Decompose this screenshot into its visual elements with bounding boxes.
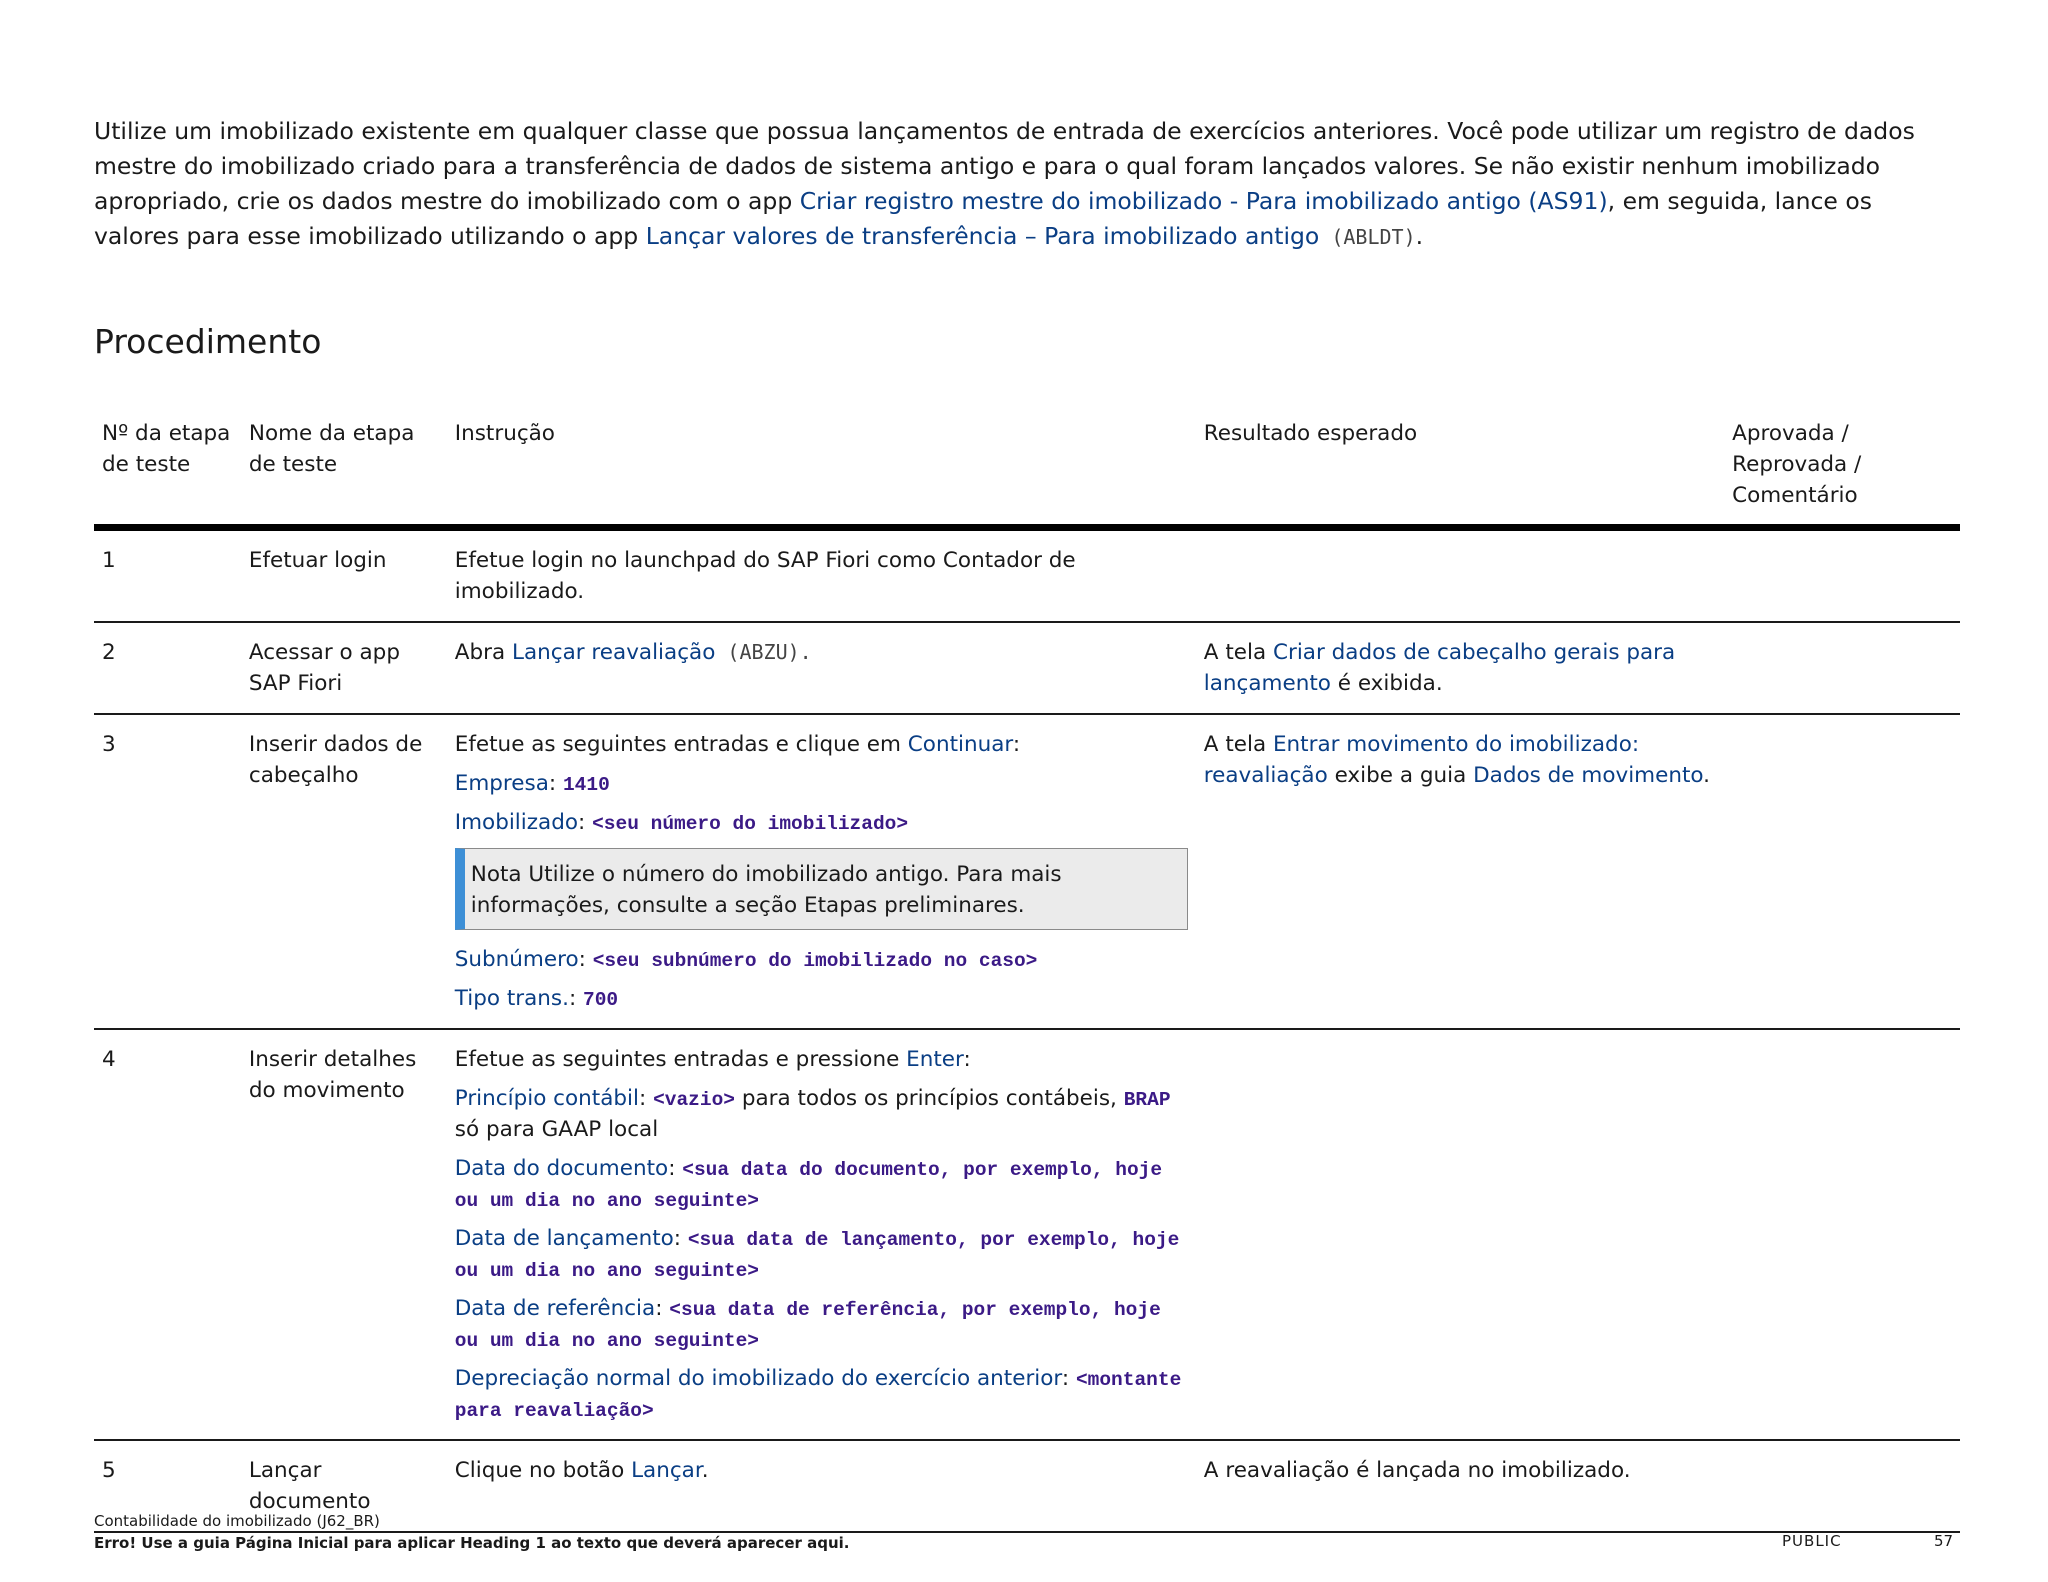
intro-text: Utilize um imobilizado existente em qualquer classe que possua lançamentos de entrada de exercícios anteriores. Você pode utilizar um registro de dados mestre do imobilizado criado para a transferência de dados de sistema antigo e para o qual foram lançados valores. Se não existir nenhum imobilizado apropriado, crie os dados mestre do imobilizado com o app bbox=[94, 117, 1915, 215]
page-number: 57 bbox=[1934, 1532, 1954, 1550]
field-entry-data-lancamento: Data de lançamento: <sua data de lançamento, por exemplo, hoje ou um dia no ano seguinte> bbox=[454, 1226, 1180, 1282]
field-value: <seu número do imobilizado> bbox=[592, 813, 909, 835]
field-value: <montante para reavaliação> bbox=[454, 1369, 1182, 1422]
transaction-code: (ABZU). bbox=[715, 640, 812, 664]
table-row bbox=[94, 714, 1960, 1029]
field-entry-data-referencia: Data de referência: <sua data de referência, por exemplo, hoje ou um dia no ano seguinte> bbox=[454, 1296, 1161, 1352]
step-instruction bbox=[447, 622, 1196, 714]
field-value: <sua data de referência, por exemplo, hoje ou um dia no ano seguinte> bbox=[454, 1299, 1161, 1352]
step-name: Lançar documento bbox=[248, 1458, 371, 1514]
field-label: Tipo trans. bbox=[454, 986, 569, 1011]
intro-text: , em seguida, lance os valores para esse imobilizado utilizando o app bbox=[94, 187, 1872, 250]
field-entry-depreciacao: Depreciação normal do imobilizado do exercício anterior: <montante para reavaliação> bbox=[454, 1366, 1182, 1422]
field-label: Subnúmero bbox=[454, 947, 579, 972]
section-title: Procedimento bbox=[94, 322, 322, 361]
step-number: 4 bbox=[102, 1047, 116, 1072]
footer-classification: PUBLIC bbox=[1782, 1532, 1842, 1550]
screen-name-link[interactable]: Entrar movimento do imobilizado: reavaliação bbox=[1203, 732, 1640, 788]
link-lancar-reavaliacao[interactable]: Lançar reavaliação bbox=[511, 640, 716, 665]
table-header-row bbox=[94, 412, 1960, 528]
field-label: Imobilizado bbox=[454, 810, 579, 835]
step-expected bbox=[1196, 1029, 1724, 1440]
continue-button-ref[interactable]: Continuar bbox=[907, 732, 1013, 757]
field-entry-principio: Princípio contábil: <vazio> para todos os princípios contábeis, BRAP só para GAAP local bbox=[454, 1086, 1171, 1142]
step-status bbox=[1724, 714, 1960, 1029]
header-expected-result: Resultado esperado bbox=[1203, 421, 1418, 446]
instruction-text: : bbox=[963, 1047, 971, 1072]
field-label: Data do documento bbox=[454, 1156, 669, 1181]
field-label: Data de referência bbox=[454, 1296, 656, 1321]
note-box: Nota Utilize o número do imobilizado antigo. Para mais informações, consulte a seção Etapas preliminares. bbox=[455, 848, 1188, 930]
step-expected bbox=[1196, 714, 1724, 1029]
field-label: Data de lançamento bbox=[454, 1226, 674, 1251]
instruction-text: Efetue as seguintes entradas e clique em bbox=[454, 732, 908, 757]
table-row bbox=[94, 622, 1960, 714]
step-expected bbox=[1196, 528, 1724, 623]
field-entry-empresa: Empresa: 1410 bbox=[454, 771, 610, 796]
step-name: Acessar o app SAP Fiori bbox=[248, 640, 400, 696]
expected-text: A tela bbox=[1203, 640, 1273, 665]
footer bbox=[94, 1510, 850, 1554]
transaction-code: (ABLDT) bbox=[1319, 225, 1416, 249]
table-row bbox=[94, 1029, 1960, 1440]
link-as91[interactable]: Criar registro mestre do imobilizado - Para imobilizado antigo (AS91) bbox=[799, 187, 1608, 215]
expected-text: . bbox=[1703, 763, 1711, 788]
step-status bbox=[1724, 622, 1960, 714]
instruction-line bbox=[455, 1044, 1188, 1075]
step-expected bbox=[1196, 622, 1724, 714]
step-name: Inserir detalhes do movimento bbox=[248, 1047, 417, 1103]
instruction-text: . bbox=[701, 1458, 709, 1483]
procedure-table bbox=[94, 412, 1960, 1533]
table-row bbox=[94, 528, 1960, 623]
step-status bbox=[1724, 1029, 1960, 1440]
field-label: Depreciação normal do imobilizado do exercício anterior bbox=[454, 1366, 1062, 1391]
field-label: Princípio contábil bbox=[454, 1086, 639, 1111]
tab-name-link[interactable]: Dados de movimento bbox=[1473, 763, 1704, 788]
instruction-text: Efetue as seguintes entradas e pressione bbox=[454, 1047, 907, 1072]
instruction-line bbox=[455, 729, 1188, 760]
field-entry-data-documento: Data do documento: <sua data do documento, por exemplo, hoje ou um dia no ano seguinte> bbox=[454, 1156, 1163, 1212]
instruction-text: : bbox=[1012, 732, 1021, 757]
footer-doc-title: Contabilidade do imobilizado (J62_BR) bbox=[94, 1512, 380, 1530]
expected-text: A tela bbox=[1203, 732, 1273, 757]
field-text: para todos os princípios contábeis, bbox=[734, 1086, 1124, 1111]
step-name: Efetuar login bbox=[248, 548, 387, 573]
step-number: 3 bbox=[102, 732, 116, 757]
field-value: <vazio> bbox=[653, 1089, 735, 1111]
instruction-text: Clique no botão bbox=[454, 1458, 632, 1483]
step-number: 1 bbox=[102, 548, 116, 573]
field-value: <seu subnúmero do imobilizado no caso> bbox=[592, 950, 1038, 972]
header-step-number: Nº da etapa de teste bbox=[102, 421, 231, 477]
step-number: 2 bbox=[102, 640, 116, 665]
field-value: BRAP bbox=[1123, 1089, 1171, 1111]
field-label: Empresa bbox=[454, 771, 549, 796]
step-name: Inserir dados de cabeçalho bbox=[248, 732, 423, 788]
step-instruction bbox=[447, 714, 1196, 1029]
step-expected: A reavaliação é lançada no imobilizado. bbox=[1203, 1458, 1631, 1483]
header-step-name: Nome da etapa de teste bbox=[248, 421, 415, 477]
instruction-text: Abra bbox=[454, 640, 512, 665]
field-text: só para GAAP local bbox=[454, 1117, 659, 1142]
step-status bbox=[1724, 1440, 1960, 1532]
post-button-ref[interactable]: Lançar bbox=[631, 1458, 702, 1483]
field-value: <sua data do documento, por exemplo, hoje ou um dia no ano seguinte> bbox=[454, 1159, 1163, 1212]
field-entry-subnumero: Subnúmero: <seu subnúmero do imobilizado no caso> bbox=[454, 947, 1038, 972]
field-entry-imobilizado: Imobilizado: <seu número do imobilizado> bbox=[454, 810, 909, 835]
step-instruction bbox=[447, 1029, 1196, 1440]
field-value: 700 bbox=[583, 989, 619, 1011]
step-number: 5 bbox=[102, 1458, 116, 1483]
field-entry-tipo-trans: Tipo trans.: 700 bbox=[454, 986, 619, 1011]
step-status bbox=[1724, 528, 1960, 623]
field-value: 1410 bbox=[562, 774, 610, 796]
expected-text: exibe a guia bbox=[1327, 763, 1474, 788]
expected-text: é exibida. bbox=[1330, 671, 1443, 696]
header-status: Aprovada / Reprovada / Comentário bbox=[1732, 421, 1862, 508]
header-instruction: Instrução bbox=[454, 421, 555, 446]
footer-error-text: Erro! Use a guia Página Inicial para aplicar Heading 1 ao texto que deverá aparecer aqui. bbox=[94, 1534, 850, 1552]
screen-name-link[interactable]: Criar dados de cabeçalho gerais para lançamento bbox=[1203, 640, 1676, 696]
enter-key-ref[interactable]: Enter bbox=[906, 1047, 964, 1072]
field-value: <sua data de lançamento, por exemplo, hoje ou um dia no ano seguinte> bbox=[454, 1229, 1180, 1282]
step-instruction: Efetue login no launchpad do SAP Fiori como Contador de imobilizado. bbox=[454, 548, 1076, 604]
intro-paragraph bbox=[94, 114, 1964, 255]
intro-text: . bbox=[1415, 222, 1424, 250]
link-abldt[interactable]: Lançar valores de transferência – Para imobilizado antigo bbox=[645, 222, 1320, 250]
